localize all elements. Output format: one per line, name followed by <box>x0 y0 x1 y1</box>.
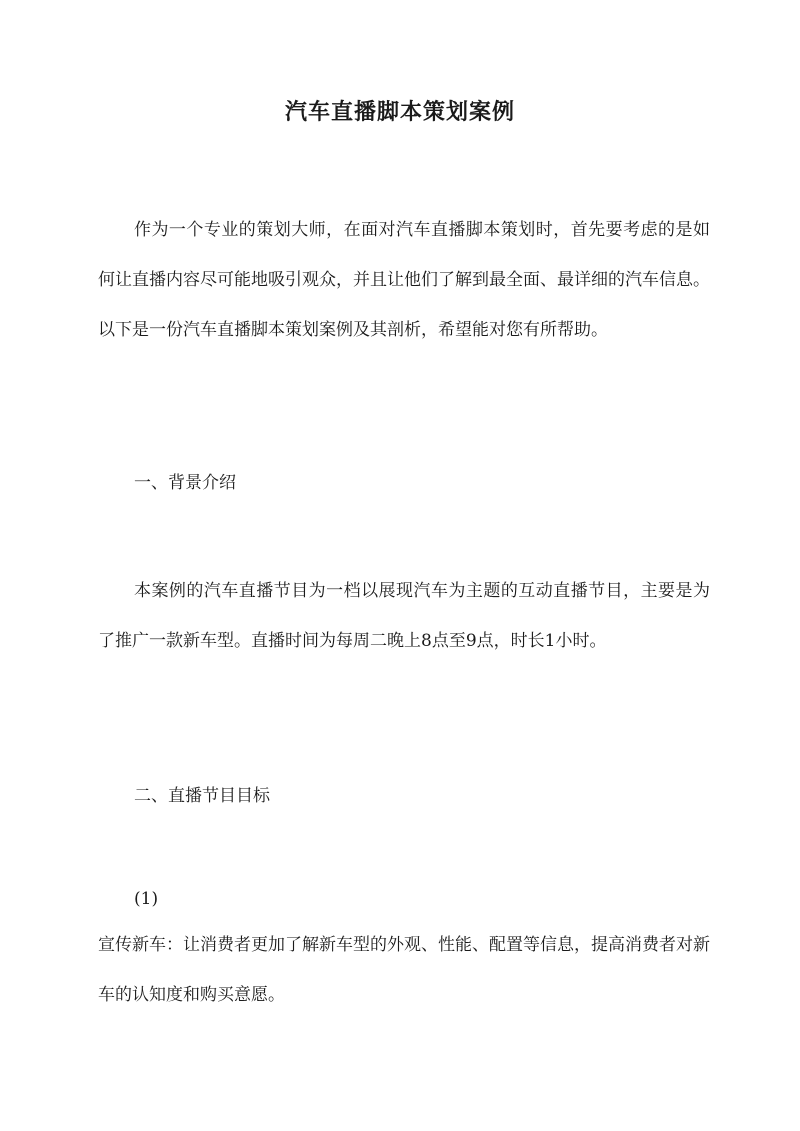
section-heading-background: 一、背景介绍 <box>134 473 236 493</box>
intro-paragraph: 作为一个专业的策划大师，在面对汽车直播脚本策划时，首先要考虑的是如何让直播内容尽可能地吸引观众，并且让他们了解到最全面、最详细的汽车信息。以下是一份汽车直播脚本策划案例及其剖析，希望能对您有所帮助。 <box>98 220 710 340</box>
background-paragraph: 本案例的汽车直播节目为一档以展现汽车为主题的互动直播节目，主要是为了推广一款新车型。直播时间为每周二晚上8点至9点，时长1小时。 <box>98 581 710 651</box>
document-title: 汽车直播脚本策划案例 <box>284 99 515 125</box>
goal-marker-1: (1) <box>134 889 159 909</box>
goal-paragraph-1: 宣传新车：让消费者更加了解新车型的外观、性能、配置等信息，提高消费者对新车的认知度和购买意愿。 <box>98 935 710 1005</box>
section-heading-goals: 二、直播节目目标 <box>134 786 270 806</box>
